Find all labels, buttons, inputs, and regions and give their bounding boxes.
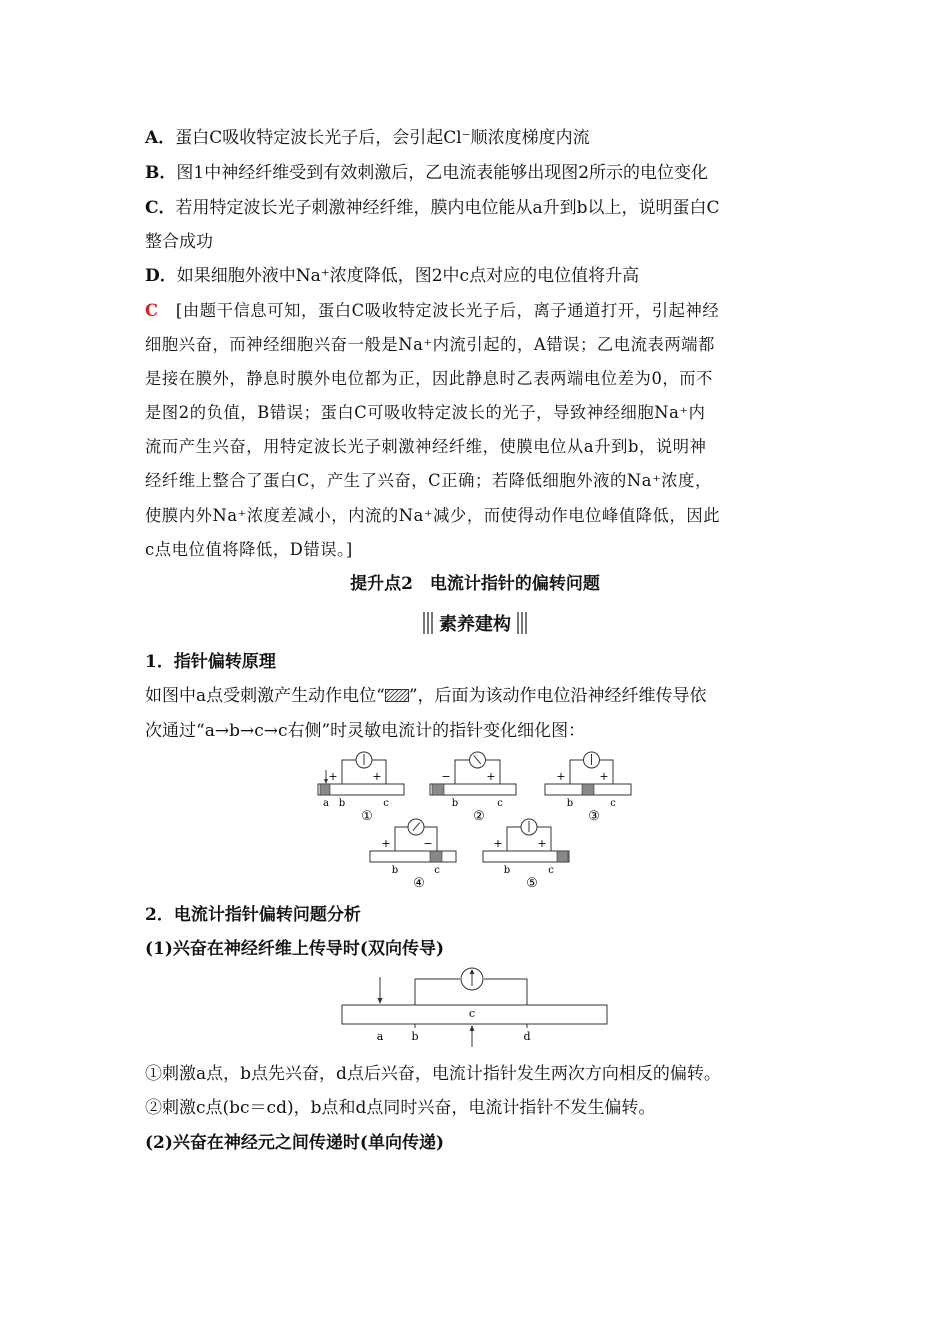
label-a: a: [376, 1030, 384, 1043]
stimulus-arrowhead-1: [324, 779, 328, 784]
section-title: 提升点2 电流计指针的偏转问题: [350, 574, 600, 594]
answer-key: C: [145, 301, 159, 320]
stimulus-arrowhead-c: [470, 1025, 475, 1031]
answer-line-7: 使膜内外Na⁺浓度差减小，内流的Na⁺减少，而使得动作电位峰值降低，因此: [145, 506, 721, 525]
label-d: d: [523, 1030, 531, 1043]
fiber-label-4-b: b: [391, 865, 399, 876]
sign-right-4: −: [423, 837, 433, 850]
label-b: b: [411, 1030, 419, 1043]
answer-line-3: 是接在膜外，静息时膜外电位都为正，因此静息时乙表两端电位差为0，而不: [145, 369, 714, 388]
answer-line-5: 流而产生兴奋，用特定波长光子刺激神经纤维，使膜电位从a升到b，说明神: [145, 437, 707, 456]
wire-left-5: [507, 827, 521, 851]
excited-region-4: [430, 851, 442, 862]
stimulus-arrowhead-a: [378, 998, 383, 1004]
point1-paragraph-2: 次通过“a→b→c→c右侧”时灵敏电流计的指针变化细化图：: [145, 721, 586, 741]
fiber-label-1-c: c: [383, 798, 389, 809]
fiber-4: [370, 851, 456, 862]
point2-item1: ①刺激a点，b点先兴奋，d点后兴奋，电流计指针发生两次方向相反的偏转。: [145, 1064, 721, 1084]
sign-right-3: +: [599, 770, 609, 783]
sign-right-1: +: [372, 770, 382, 783]
fiber-label-2-c: c: [497, 798, 503, 809]
answer-line-2: 细胞兴奋，而神经细胞兴奋一般是Na⁺内流引起的，A错误；乙电流表两端都: [145, 335, 716, 354]
point2-heading: 2．电流计指针偏转问题分析: [145, 905, 361, 925]
panel-number-2: ②: [473, 809, 485, 824]
meter-wire: [415, 979, 460, 1005]
fiber-label-1-a: a: [323, 798, 329, 809]
panel-number-1: ①: [361, 809, 373, 824]
answer-line-1: C [由题干信息可知，蛋白C吸收特定波长光子后，离子通道打开，引起神经: [145, 301, 720, 320]
fiber-label-1-b: b: [338, 798, 346, 809]
answer-line-4: 是图2的负值，B错误；蛋白C可吸收特定波长的光子，导致神经细胞Na⁺内: [145, 403, 706, 422]
badge-text: 素养建构: [439, 614, 511, 635]
wire-left-2: [455, 760, 470, 784]
point2-sub1: (1)兴奋在神经纤维上传导时(双向传导): [145, 939, 445, 959]
excited-region-1: [320, 784, 330, 795]
label-c-top: c: [468, 1007, 476, 1020]
option-a: A．蛋白C吸收特定波长光子后，会引起Cl⁻顺浓度梯度内流: [145, 128, 590, 148]
excited-region-3: [582, 784, 594, 795]
fiber-1: [318, 784, 404, 795]
point1-paragraph: 如图中a点受刺激产生动作电位“ ”，后面为该动作电位沿神经纤维传导依: [145, 686, 707, 706]
fiber-label-2-b: b: [451, 798, 459, 809]
panel-number-3: ③: [588, 809, 600, 824]
point2-sub2: (2)兴奋在神经元之间传递时(单向传递): [145, 1133, 445, 1153]
panel-number-5: ⑤: [526, 876, 538, 891]
excited-region-5: [557, 851, 568, 862]
point2-item2: ②刺激c点(bc＝cd)，b点和d点同时兴奋，电流计指针不发生偏转。: [145, 1098, 656, 1118]
sign-right-5: +: [537, 837, 547, 850]
sign-left-2: −: [441, 770, 451, 783]
wire-left-4: [395, 827, 408, 851]
fiber-5: [483, 851, 569, 862]
sign-left-5: +: [493, 837, 503, 850]
panel-number-4: ④: [413, 876, 425, 891]
answer-line-8: c点电位值将降低，D错误。]: [145, 540, 353, 559]
option-c-cont: 整合成功: [145, 232, 213, 252]
sign-left-4: +: [381, 837, 391, 850]
meter-wire-right: [484, 979, 527, 1005]
answer-line-6: 经纤维上整合了蛋白C，产生了兴奋，C正确；若降低细胞外液的Na⁺浓度，: [145, 471, 712, 490]
option-d: D．如果细胞外液中Na⁺浓度降低，图2中c点对应的电位值将升高: [145, 266, 640, 286]
conduction-figure: [335, 965, 615, 1050]
fiber-label-3-b: b: [566, 798, 574, 809]
sign-right-2: +: [486, 770, 496, 783]
fiber-label-5-c: c: [548, 865, 554, 876]
fiber-label-3-c: c: [610, 798, 616, 809]
fiber-label-5-b: b: [503, 865, 511, 876]
sign-left-1: +: [328, 770, 338, 783]
wire-left-1: [342, 760, 356, 784]
point1-heading: 1．指针偏转原理: [145, 652, 276, 672]
excited-region-2: [432, 784, 444, 795]
fiber-label-4-c: c: [434, 865, 440, 876]
option-c: C．若用特定波长光子刺激神经纤维，膜内电位能从a升到b以上，说明蛋白C: [145, 198, 720, 218]
option-b: B．图1中神经纤维受到有效刺激后，乙电流表能够出现图2所示的电位变化: [145, 163, 709, 183]
wire-left-3: [570, 760, 584, 784]
sign-left-3: +: [556, 770, 566, 783]
